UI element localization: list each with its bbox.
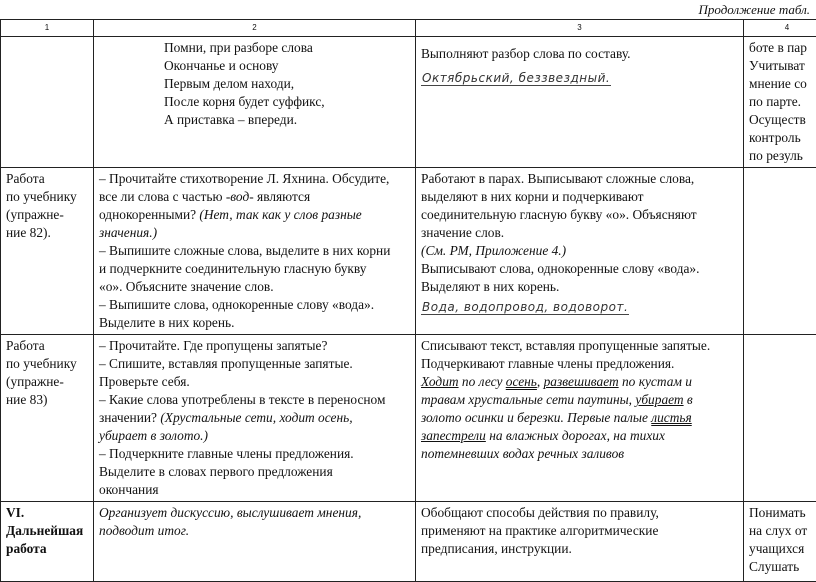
teacher-line: – Прочитайте. Где пропущены запятые?	[99, 337, 410, 355]
stage-line: по учебнику	[6, 355, 88, 373]
student-cell	[416, 168, 744, 335]
result-cell	[744, 37, 816, 168]
student-line: предписания, инструкции.	[421, 540, 738, 558]
student-line: применяют на практике алгоритмические	[421, 522, 738, 540]
teacher-line: – Выпишите сложные слова, выделите в них корни	[99, 242, 410, 260]
poem-line: Помни, при разборе слова	[164, 39, 410, 57]
stage-line: ние 82).	[6, 224, 88, 242]
teacher-line: «о». Объясните значение слов.	[99, 278, 410, 296]
table-row	[1, 168, 816, 335]
result-line: Учитыват	[749, 57, 816, 75]
student-line: выделяют в них корни и подчеркивают	[421, 188, 738, 206]
stage-line: Работа	[6, 337, 88, 355]
stage-cell	[1, 37, 94, 168]
teacher-line: значении? (Хрустальные сети, ходит осень,	[99, 409, 410, 427]
result-cell	[744, 168, 816, 335]
student-text-line: потемневших водах речных заливов	[421, 445, 738, 463]
teacher-cell	[94, 335, 416, 502]
student-line: Обобщают способы действия по правилу,	[421, 504, 738, 522]
poem-line: Окончанье и основу	[164, 57, 410, 75]
student-line: Работают в парах. Выписывают сложные слова,	[421, 170, 738, 188]
lesson-table	[0, 19, 816, 582]
teacher-cell	[94, 502, 416, 582]
result-line: на слух от	[749, 522, 816, 540]
teacher-line: – Выпишите слова, однокоренные слову «вода».	[99, 296, 410, 314]
result-line: Слушать	[749, 558, 816, 576]
stage-cell	[1, 168, 94, 335]
table-row	[1, 335, 816, 502]
student-cell	[416, 37, 744, 168]
teacher-line: и подчеркните соединительную гласную букву	[99, 260, 410, 278]
teacher-line: однокоренными? (Нет, так как у слов разные	[99, 206, 410, 224]
column-number-row	[1, 20, 816, 37]
result-line: мнение со	[749, 75, 816, 93]
student-text-line: золото осинки и березки. Первые палые листья	[421, 409, 738, 427]
stage-line: ние 83)	[6, 391, 88, 409]
poem-line: После корня будет суффикс,	[164, 93, 410, 111]
teacher-line: Организует дискуссию, выслушивает мнения,	[99, 504, 410, 522]
student-line: Выписывают слова, однокоренные слову «вода».	[421, 260, 738, 278]
stage-cell	[1, 502, 94, 582]
student-line: Списывают текст, вставляя пропущенные запятые.	[421, 337, 738, 355]
student-line: значение слов.	[421, 224, 738, 242]
handwritten-words: Вода, водопровод, водоворот.	[421, 298, 629, 316]
student-cell	[416, 502, 744, 582]
teacher-line: Выделите в словах первого предложения	[99, 463, 410, 481]
teacher-line: – Прочитайте стихотворение Л. Яхнина. Обсудите,	[99, 170, 410, 188]
stage-cell	[1, 335, 94, 502]
teacher-line: Выделите в них корень.	[99, 314, 410, 332]
col-number: 3	[416, 20, 744, 37]
teacher-cell	[94, 168, 416, 335]
teacher-line: – Подчеркните главные члены предложения.	[99, 445, 410, 463]
stage-line: работа	[6, 540, 88, 558]
result-line: контроль	[749, 129, 816, 147]
stage-line: по учебнику	[6, 188, 88, 206]
col-number: 4	[744, 20, 816, 37]
teacher-line: убирает в золото.)	[99, 427, 410, 445]
teacher-line: окончания	[99, 481, 410, 499]
handwritten-analysis: Октябрьский, беззвездный.	[421, 69, 611, 87]
student-text-line: запестрели на влажных дорогах, на тихих	[421, 427, 738, 445]
stage-line: (упражне-	[6, 373, 88, 391]
student-text-line: Ходит по лесу осень, развешивает по кустам и	[421, 373, 738, 391]
student-line: Подчеркивают главные члены предложения.	[421, 355, 738, 373]
poem-cell	[94, 37, 416, 168]
col-number: 1	[1, 20, 94, 37]
student-line: Выполняют разбор слова по составу.	[421, 45, 738, 63]
stage-line: Работа	[6, 170, 88, 188]
student-line: Выделяют в них корень.	[421, 278, 738, 296]
student-line: (См. РМ, Приложение 4.)	[421, 242, 738, 260]
teacher-line: значения.)	[99, 224, 410, 242]
poem-line: А приставка – впереди.	[164, 111, 410, 129]
result-line: Осуществ	[749, 111, 816, 129]
result-cell	[744, 335, 816, 502]
teacher-line: все ли слова с частью -вод- являются	[99, 188, 410, 206]
col-number: 2	[94, 20, 416, 37]
table-row	[1, 37, 816, 168]
teacher-line: – Какие слова употреблены в тексте в переносном	[99, 391, 410, 409]
teacher-line: – Спишите, вставляя пропущенные запятые.	[99, 355, 410, 373]
table-row	[1, 502, 816, 582]
student-cell	[416, 335, 744, 502]
teacher-line: подводит итог.	[99, 522, 410, 540]
result-line: по парте.	[749, 93, 816, 111]
result-line: Понимать	[749, 504, 816, 522]
teacher-line: Проверьте себя.	[99, 373, 410, 391]
continuation-label: Продолжение табл.	[699, 2, 810, 18]
stage-line: Дальнейшая	[6, 522, 88, 540]
result-line: боте в пар	[749, 39, 816, 57]
stage-line: (упражне-	[6, 206, 88, 224]
result-cell	[744, 502, 816, 582]
stage-line: VI.	[6, 504, 88, 522]
poem-line: Первым делом находи,	[164, 75, 410, 93]
result-line: учащихся	[749, 540, 816, 558]
student-text-line: травам хрустальные сети паутины, убирает в	[421, 391, 738, 409]
student-line: соединительную гласную букву «о». Объясняют	[421, 206, 738, 224]
result-line: по резуль	[749, 147, 816, 165]
